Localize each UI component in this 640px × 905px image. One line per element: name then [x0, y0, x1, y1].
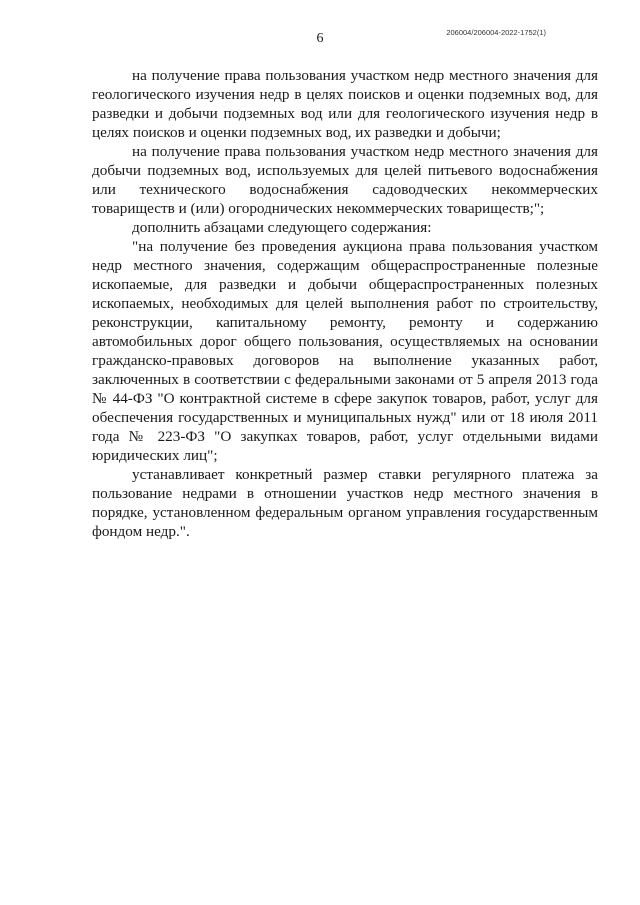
paragraph-groundwater-drinking-supply: на получение права пользования участком недр местного значения для добычи подземных вод, используемых для целей питьевого водоснабжения или технического водоснабжения садоводческих некоммерческих товариществ и (или) огороднических некоммерческих товариществ;"; [92, 143, 598, 217]
page-number: 6 [316, 31, 324, 46]
document-reference: 206004/206004-2022-1752(1) [446, 28, 546, 37]
paragraph-payment-rate: устанавливает конкретный размер ставки регулярного платежа за пользование недрами в отношении участков недр местного значения в порядке, установленном федеральным органом управления государственным фондом недр.". [92, 466, 598, 540]
paragraph-groundwater-exploration: на получение права пользования участком недр местного значения для геологического изучения недр в целях поисков и оценки подземных вод, для разведки и добычи подземных вод или для геологического изучения недр в целях поисков и оценки подземных вод, их разведки и добычи; [92, 67, 598, 141]
paragraph-amendment-intro: дополнить абзацами следующего содержания: [132, 219, 432, 236]
document-body [92, 66, 598, 541]
paragraph-no-auction-rights: "на получение без проведения аукциона права пользования участком недр местного значения, содержащим общераспространенные полезные ископаемые, для разведки и добычи общераспространенных полезных ископаемых, необходимых для целей выполнения работ по строительству, реконструкции, капитальному ремонту, ремонту и содержанию автомобильных дорог общего пользования, осуществляемых на основании гражданско-правовых договоров на выполнение указанных работ, заключенных в соответствии с федеральными законами от 5 апреля 2013 года № 44-ФЗ "О контрактной системе в сфере закупок товаров, работ, услуг для обеспечения государственных и муниципальных нужд" или от 18 июля 2011 года № 223-ФЗ "О закупках товаров, работ, услуг отдельными видами юридических лиц"; [92, 238, 598, 464]
